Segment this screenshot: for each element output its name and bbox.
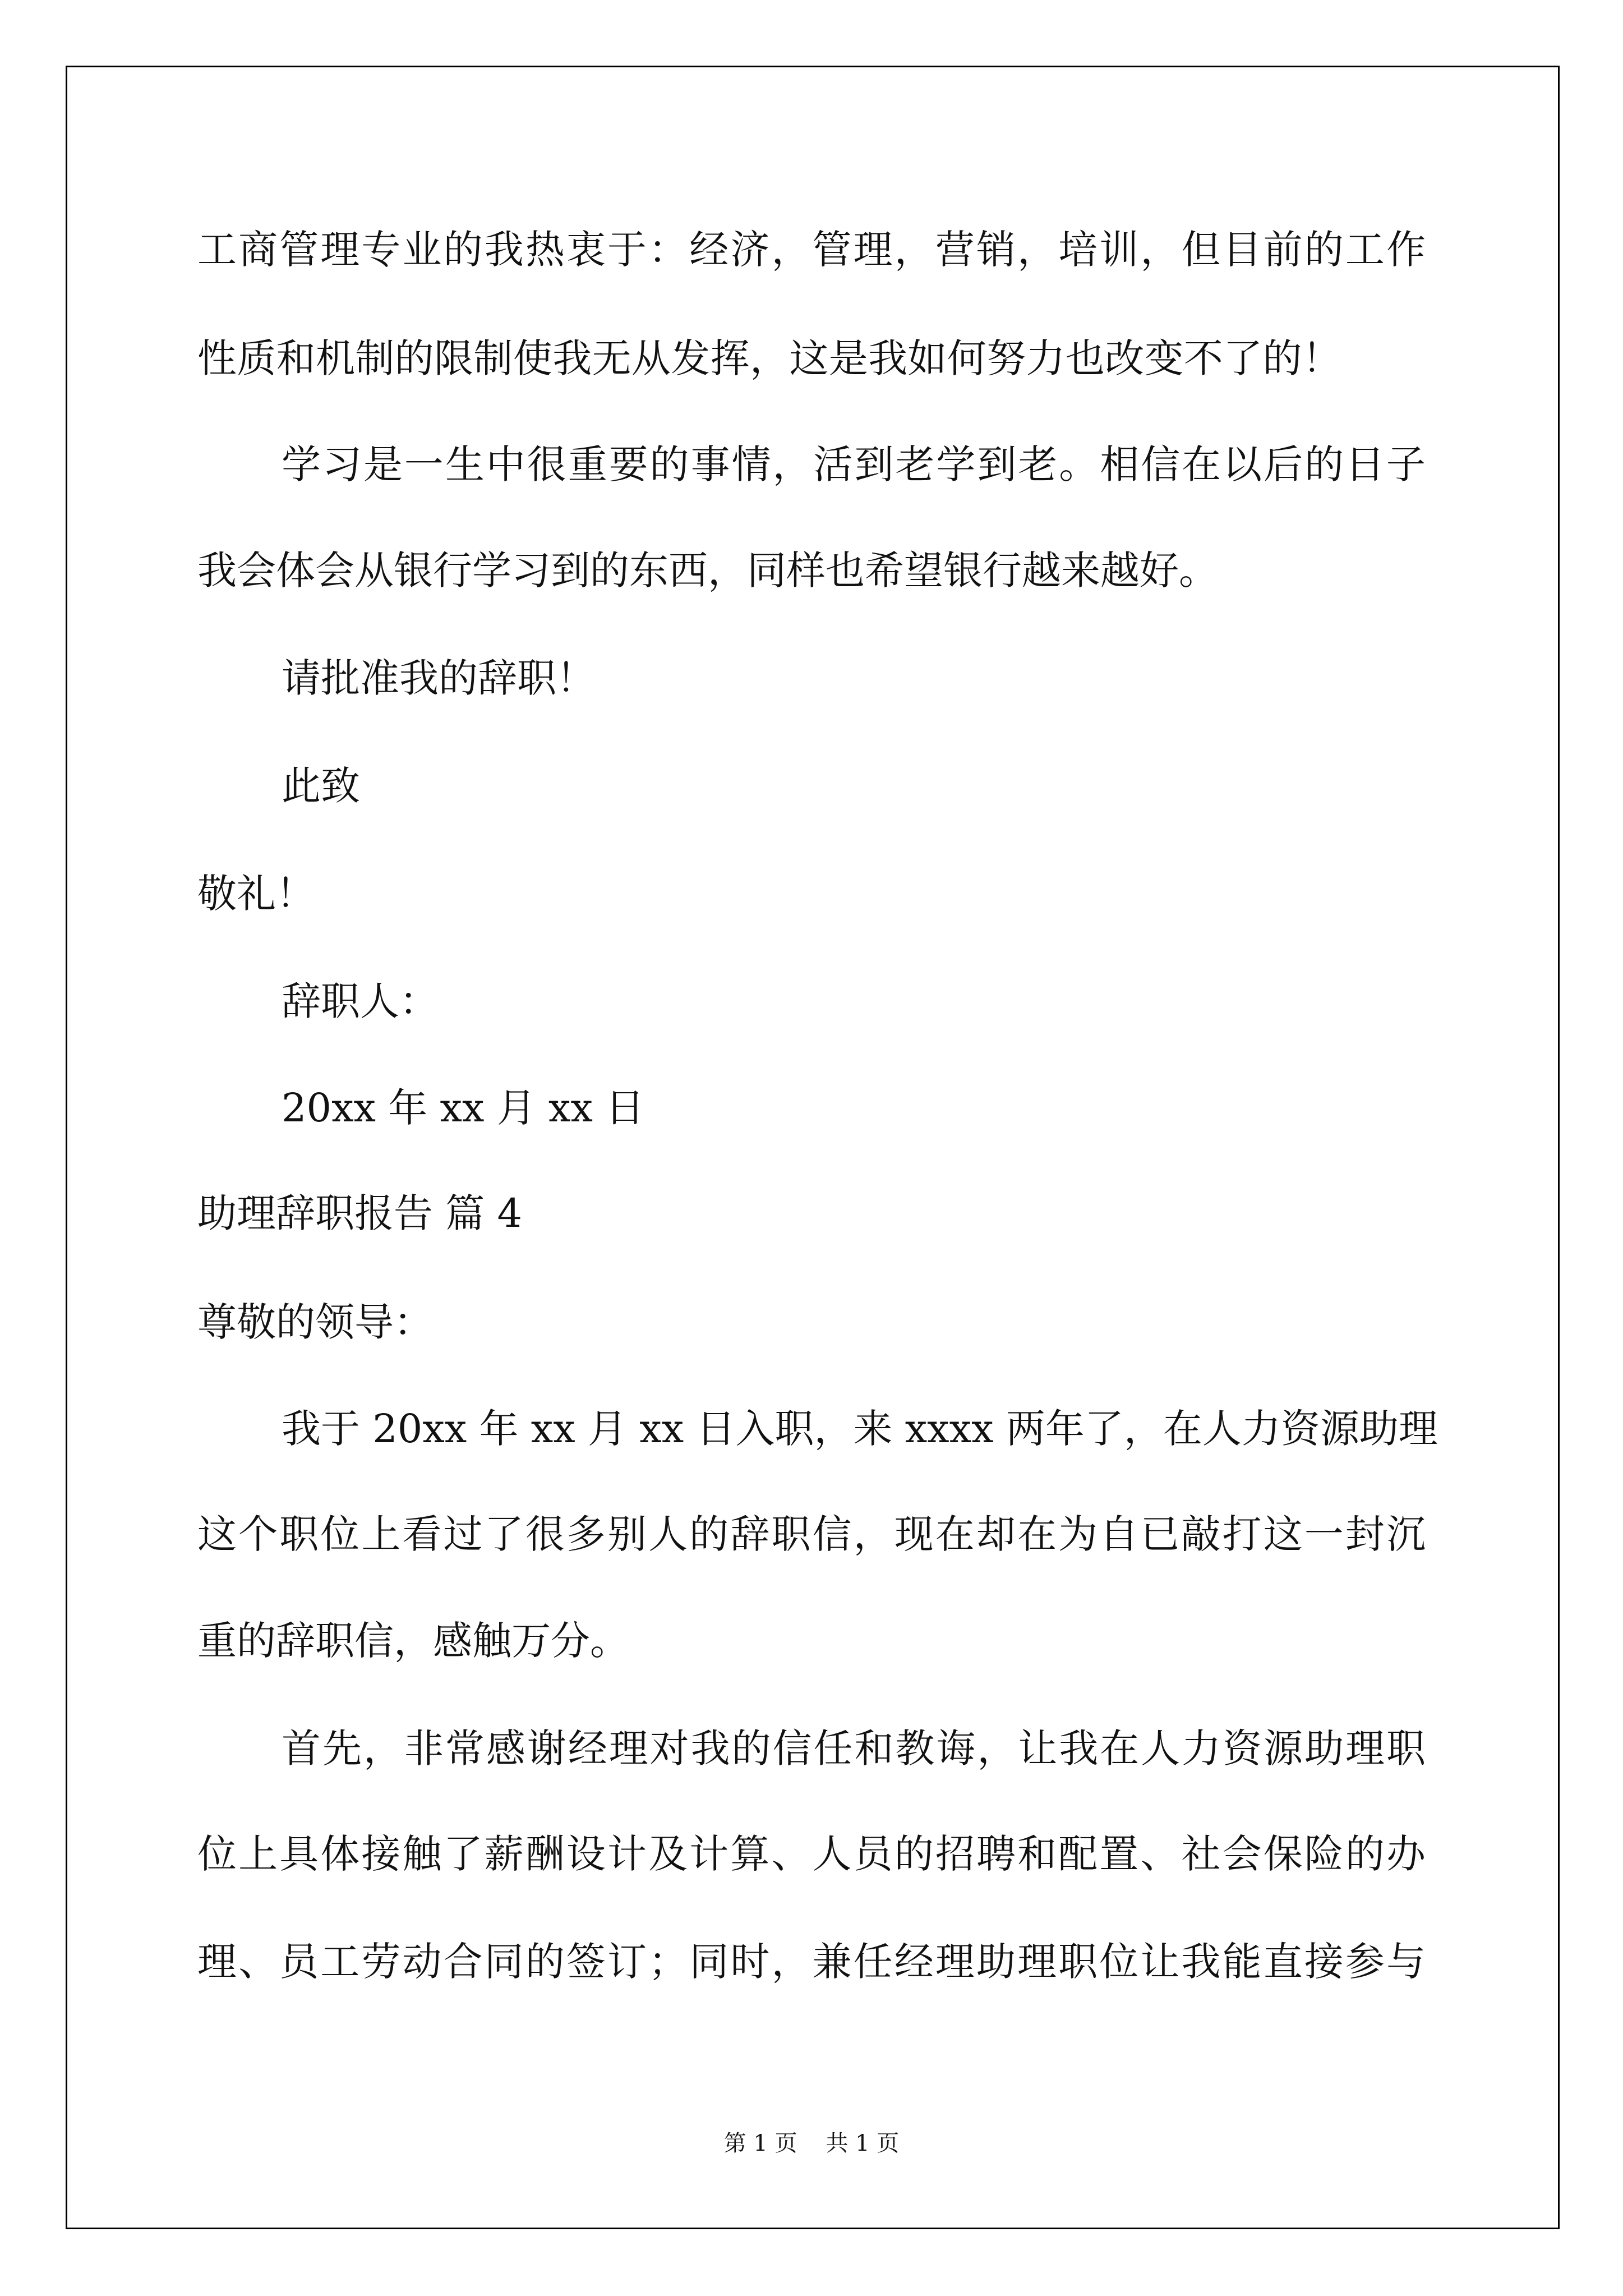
text-line: 请批准我的辞职！ <box>282 655 596 701</box>
text-line: 工商管理专业的我热衷于：经济，管理，营销，培训，但目前的工作 <box>197 227 1426 273</box>
text-line: 20xx 年 xx 月 xx 日 <box>282 1085 645 1131</box>
text-line: 位上具体接触了薪酬设计及计算、人员的招聘和配置、社会保险的办 <box>197 1831 1426 1877</box>
text-line: 首先，非常感谢经理对我的信任和教诲，让我在人力资源助理职 <box>282 1726 1426 1772</box>
text-line: 此致 <box>282 763 360 809</box>
text-line: 理、员工劳动合同的签订；同时，兼任经理助理职位让我能直接参与 <box>197 1939 1426 1985</box>
text-line: 我于 20xx 年 xx 月 xx 日入职，来 xxxx 两年了，在人力资源助理 <box>282 1406 1438 1452</box>
page-number: 第 1 页 共 1 页 <box>723 2131 900 2156</box>
text-line: 这个职位上看过了很多别人的辞职信，现在却在为自已敲打这一封沉 <box>197 1511 1426 1557</box>
text-line: 重的辞职信，感触万分。 <box>197 1618 629 1664</box>
text-line: 学习是一生中很重要的事情，活到老学到老。相信在以后的日子 <box>282 441 1426 487</box>
text-line: 敬礼！ <box>197 871 315 917</box>
salutation: 尊敬的领导： <box>197 1299 433 1345</box>
text-line: 我会体会从银行学习到的东西，同样也希望银行越来越好。 <box>197 547 1218 593</box>
page-border <box>66 66 1560 2229</box>
text-line: 辞职人： <box>282 978 439 1024</box>
section-heading: 助理辞职报告 篇 4 <box>197 1190 523 1236</box>
text-line: 性质和机制的限制使我无从发挥，这是我如何努力也改变不了的！ <box>197 335 1341 381</box>
